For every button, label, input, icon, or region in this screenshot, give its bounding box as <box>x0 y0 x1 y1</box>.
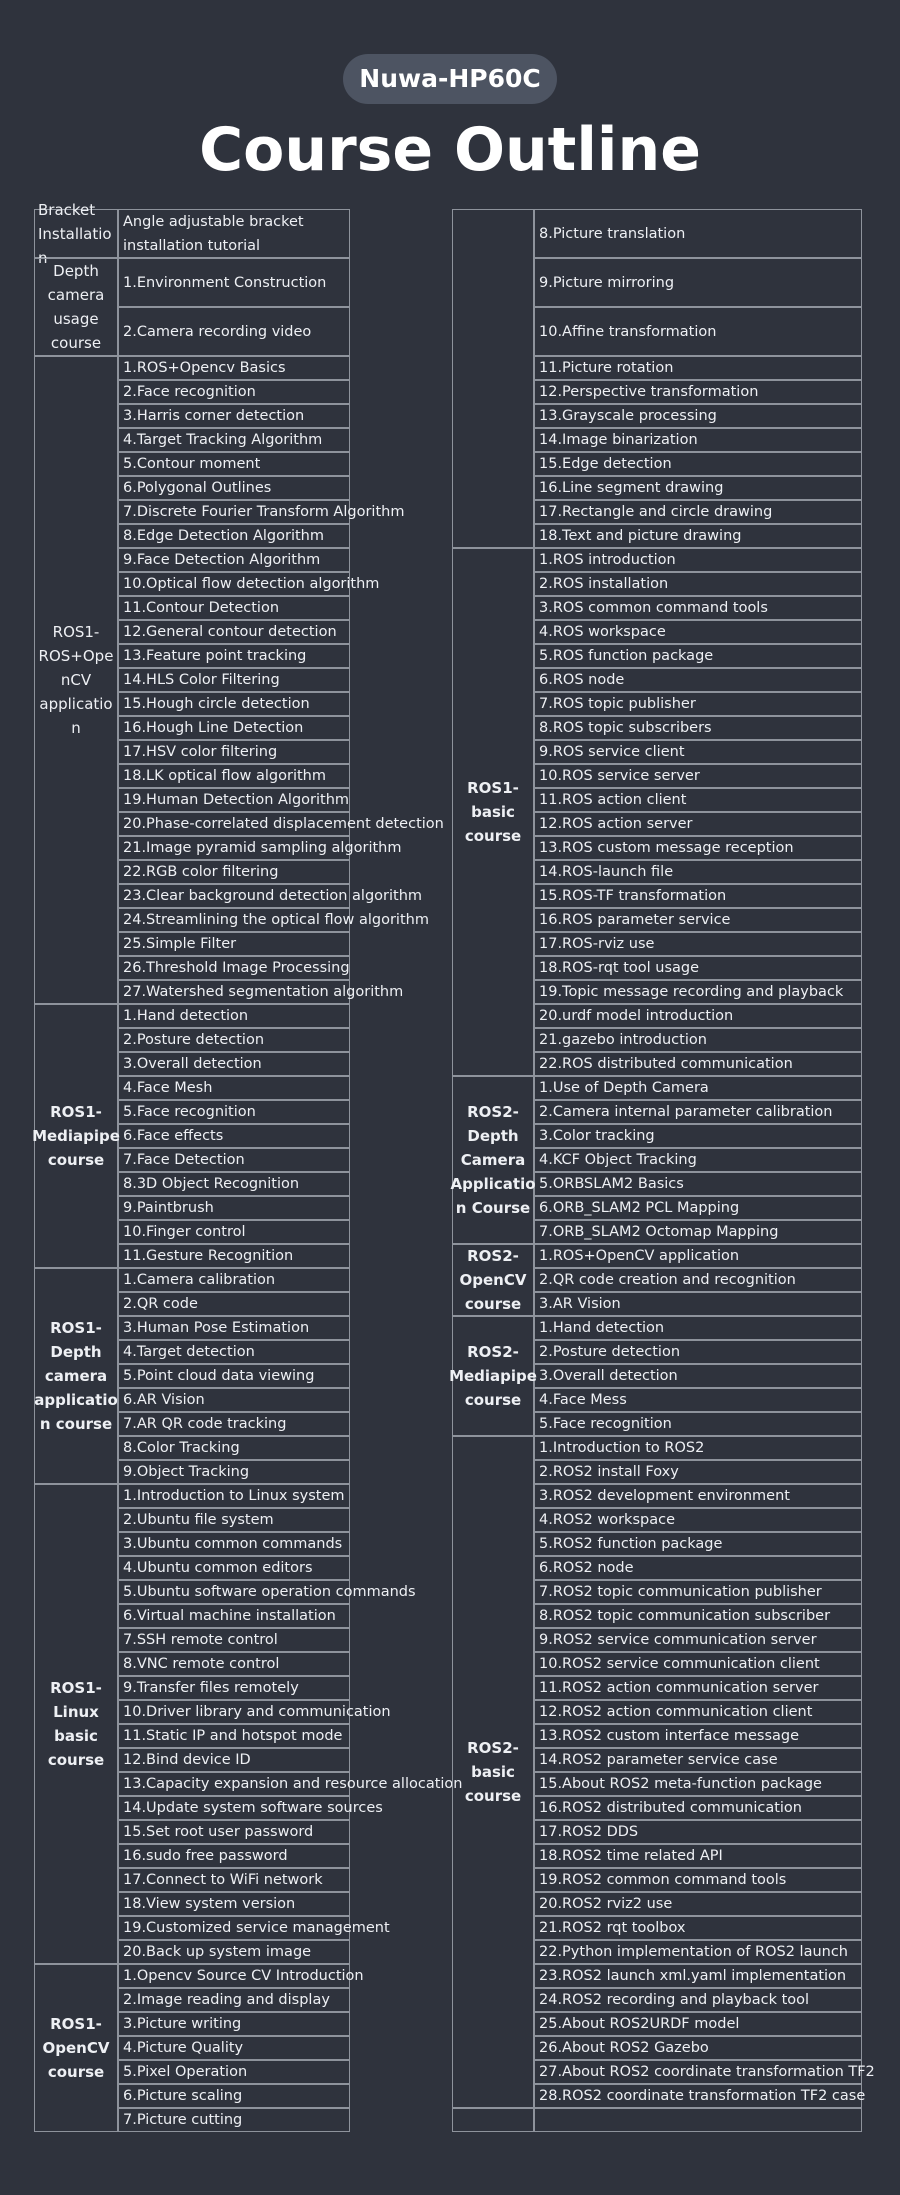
course-item: 2.Ubuntu file system <box>118 1508 350 1532</box>
course-item: 6.ORB_SLAM2 PCL Mapping <box>534 1196 862 1220</box>
course-item: 12.General contour detection <box>118 620 350 644</box>
course-item: 16.sudo free password <box>118 1844 350 1868</box>
course-item: 10.Finger control <box>118 1220 350 1244</box>
course-item: 23.Clear background detection algorithm <box>118 884 350 908</box>
section-label-ros2-basic-course: ROS2-basic course <box>452 1436 534 2108</box>
course-item: 5.Pixel Operation <box>118 2060 350 2084</box>
course-item: 18.ROS2 time related API <box>534 1844 862 1868</box>
course-item: 22.Python implementation of ROS2 launch <box>534 1940 862 1964</box>
course-item: 20.ROS2 rviz2 use <box>534 1892 862 1916</box>
course-item: 21.ROS2 rqt toolbox <box>534 1916 862 1940</box>
course-item: 24.ROS2 recording and playback tool <box>534 1988 862 2012</box>
empty-cell <box>452 2108 534 2132</box>
course-item: 9.Face Detection Algorithm <box>118 548 350 572</box>
course-item: 16.ROS2 distributed communication <box>534 1796 862 1820</box>
course-outline-table <box>32 200 875 2157</box>
course-item: 5.Contour moment <box>118 452 350 476</box>
course-item: 7.Picture cutting <box>118 2108 350 2132</box>
course-item: 21.Image pyramid sampling algorithm <box>118 836 350 860</box>
course-item: 1.ROS introduction <box>534 548 862 572</box>
course-item: 11.ROS action client <box>534 788 862 812</box>
course-item: 2.Image reading and display <box>118 1988 350 2012</box>
course-item: 9.ROS2 service communication server <box>534 1628 862 1652</box>
course-item: 5.Face recognition <box>534 1412 862 1436</box>
course-item: 19.Topic message recording and playback <box>534 980 862 1004</box>
course-item: 2.Camera recording video <box>118 307 350 356</box>
course-item: 15.Set root user password <box>118 1820 350 1844</box>
course-item: 14.Update system software sources <box>118 1796 350 1820</box>
course-item: 17.ROS-rviz use <box>534 932 862 956</box>
course-item: 5.Ubuntu software operation commands <box>118 1580 350 1604</box>
course-item: 4.Target Tracking Algorithm <box>118 428 350 452</box>
course-item: 11.ROS2 action communication server <box>534 1676 862 1700</box>
section-label-ros2-opencv-course: ROS2-OpenCV course <box>452 1244 534 1316</box>
course-item: 19.Customized service management <box>118 1916 350 1940</box>
course-item: 11.Contour Detection <box>118 596 350 620</box>
course-item: 10.ROS service server <box>534 764 862 788</box>
course-item: 10.Driver library and communication <box>118 1700 350 1724</box>
course-item: 17.HSV color filtering <box>118 740 350 764</box>
course-item: 6.AR Vision <box>118 1388 350 1412</box>
course-item: 2.Camera internal parameter calibration <box>534 1100 862 1124</box>
course-item: 7.ROS topic publisher <box>534 692 862 716</box>
course-item: 2.ROS2 install Foxy <box>534 1460 862 1484</box>
course-item: 2.Posture detection <box>118 1028 350 1052</box>
course-item: 23.ROS2 launch xml.yaml implementation <box>534 1964 862 1988</box>
course-item: 25.Simple Filter <box>118 932 350 956</box>
course-item: 2.ROS installation <box>534 572 862 596</box>
course-item: 6.Picture scaling <box>118 2084 350 2108</box>
course-item: 13.Capacity expansion and resource allocation <box>118 1772 350 1796</box>
product-badge: Nuwa-HP60C <box>343 54 557 104</box>
course-item: 6.ROS2 node <box>534 1556 862 1580</box>
course-item: 7.Face Detection <box>118 1148 350 1172</box>
course-item: 17.Connect to WiFi network <box>118 1868 350 1892</box>
course-item: 13.ROS custom message reception <box>534 836 862 860</box>
course-item: 26.Threshold Image Processing <box>118 956 350 980</box>
course-item: 5.ROS2 function package <box>534 1532 862 1556</box>
course-item: 14.HLS Color Filtering <box>118 668 350 692</box>
empty-cell <box>534 2108 862 2132</box>
course-item: 13.Grayscale processing <box>534 404 862 428</box>
course-item: 7.Discrete Fourier Transform Algorithm <box>118 500 350 524</box>
course-item: 18.LK optical flow algorithm <box>118 764 350 788</box>
course-item: 3.ROS common command tools <box>534 596 862 620</box>
section-label-ros1-ros-ope-ncv-applicatio-n: ROS1-ROS+Ope nCV applicatio n <box>34 356 118 1004</box>
course-item: 18.ROS-rqt tool usage <box>534 956 862 980</box>
course-item: 5.Point cloud data viewing <box>118 1364 350 1388</box>
section-label-bracket-installatio-n: Bracket Installatio n <box>34 209 118 258</box>
course-item: 3.Overall detection <box>118 1052 350 1076</box>
course-item: 8.VNC remote control <box>118 1652 350 1676</box>
course-item: 6.ROS node <box>534 668 862 692</box>
course-item: 18.Text and picture drawing <box>534 524 862 548</box>
course-item: 4.Picture Quality <box>118 2036 350 2060</box>
course-item: 11.Static IP and hotspot mode <box>118 1724 350 1748</box>
course-item: 15.ROS-TF transformation <box>534 884 862 908</box>
course-item: 2.Posture detection <box>534 1340 862 1364</box>
course-item: 4.ROS2 workspace <box>534 1508 862 1532</box>
course-item: 24.Streamlining the optical flow algorithm <box>118 908 350 932</box>
course-item: 9.ROS service client <box>534 740 862 764</box>
course-item: 8.ROS2 topic communication subscriber <box>534 1604 862 1628</box>
course-item: 5.ROS function package <box>534 644 862 668</box>
course-item: 9.Paintbrush <box>118 1196 350 1220</box>
course-item: 22.ROS distributed communication <box>534 1052 862 1076</box>
course-item: 13.ROS2 custom interface message <box>534 1724 862 1748</box>
course-item: Angle adjustable bracket installation tutorial <box>118 209 350 258</box>
course-item: 1.ROS+Opencv Basics <box>118 356 350 380</box>
section-label-ros2-mediapipe-course: ROS2-Mediapipe course <box>452 1316 534 1436</box>
course-item: 1.Opencv Source CV Introduction <box>118 1964 350 1988</box>
course-item: 3.Overall detection <box>534 1364 862 1388</box>
course-item: 1.Hand detection <box>118 1004 350 1028</box>
course-item: 3.Harris corner detection <box>118 404 350 428</box>
course-item: 9.Picture mirroring <box>534 258 862 307</box>
course-item: 1.Introduction to Linux system <box>118 1484 350 1508</box>
course-item: 5.ORBSLAM2 Basics <box>534 1172 862 1196</box>
course-item: 27.About ROS2 coordinate transformation TF2 <box>534 2060 862 2084</box>
course-item: 17.ROS2 DDS <box>534 1820 862 1844</box>
course-item: 16.Hough Line Detection <box>118 716 350 740</box>
section-label-ros1-depth-camera-applicatio-n-course: ROS1-Depth camera applicatio n course <box>34 1268 118 1484</box>
course-item: 16.ROS parameter service <box>534 908 862 932</box>
course-item: 4.ROS workspace <box>534 620 862 644</box>
course-item: 1.ROS+OpenCV application <box>534 1244 862 1268</box>
course-item: 21.gazebo introduction <box>534 1028 862 1052</box>
course-item: 4.Ubuntu common editors <box>118 1556 350 1580</box>
course-item: 1.Camera calibration <box>118 1268 350 1292</box>
course-item: 1.Environment Construction <box>118 258 350 307</box>
course-item: 11.Gesture Recognition <box>118 1244 350 1268</box>
course-item: 4.Target detection <box>118 1340 350 1364</box>
course-item: 2.QR code creation and recognition <box>534 1268 862 1292</box>
course-item: 7.SSH remote control <box>118 1628 350 1652</box>
section-label-ros1-linux-basic-course: ROS1-Linux basic course <box>34 1484 118 1964</box>
course-item: 12.ROS action server <box>534 812 862 836</box>
course-item: 3.AR Vision <box>534 1292 862 1316</box>
course-item: 2.Face recognition <box>118 380 350 404</box>
course-item: 3.Picture writing <box>118 2012 350 2036</box>
course-item: 12.Bind device ID <box>118 1748 350 1772</box>
course-item: 12.Perspective transformation <box>534 380 862 404</box>
course-item: 4.Face Mess <box>534 1388 862 1412</box>
section-label-ros2-depth-camera-applicatio-n-course: ROS2-Depth Camera Applicatio n Course <box>452 1076 534 1244</box>
course-item: 8.Color Tracking <box>118 1436 350 1460</box>
course-item: 1.Introduction to ROS2 <box>534 1436 862 1460</box>
course-item: 8.Edge Detection Algorithm <box>118 524 350 548</box>
course-item: 18.View system version <box>118 1892 350 1916</box>
course-item: 20.Back up system image <box>118 1940 350 1964</box>
course-item: 28.ROS2 coordinate transformation TF2 case <box>534 2084 862 2108</box>
course-item: 6.Virtual machine installation <box>118 1604 350 1628</box>
course-item: 27.Watershed segmentation algorithm <box>118 980 350 1004</box>
course-item: 13.Feature point tracking <box>118 644 350 668</box>
course-item: 14.Image binarization <box>534 428 862 452</box>
course-item: 1.Use of Depth Camera <box>534 1076 862 1100</box>
course-item: 3.Ubuntu common commands <box>118 1532 350 1556</box>
course-item: 25.About ROS2URDF model <box>534 2012 862 2036</box>
course-item: 26.About ROS2 Gazebo <box>534 2036 862 2060</box>
section-label-depth-camera-usage-course: Depth camera usage course <box>34 258 118 356</box>
course-item: 4.Face Mesh <box>118 1076 350 1100</box>
course-item: 7.ROS2 topic communication publisher <box>534 1580 862 1604</box>
course-item: 3.ROS2 development environment <box>534 1484 862 1508</box>
page-header <box>0 0 900 208</box>
course-item: 1.Hand detection <box>534 1316 862 1340</box>
course-item: 3.Human Pose Estimation <box>118 1316 350 1340</box>
course-item: 11.Picture rotation <box>534 356 862 380</box>
course-item: 4.KCF Object Tracking <box>534 1148 862 1172</box>
course-item: 7.ORB_SLAM2 Octomap Mapping <box>534 1220 862 1244</box>
section-label-continued <box>452 209 534 548</box>
course-item: 9.Transfer files remotely <box>118 1676 350 1700</box>
course-item: 9.Object Tracking <box>118 1460 350 1484</box>
course-item: 8.3D Object Recognition <box>118 1172 350 1196</box>
course-item: 3.Color tracking <box>534 1124 862 1148</box>
course-item: 10.Optical flow detection algorithm <box>118 572 350 596</box>
course-item: 12.ROS2 action communication client <box>534 1700 862 1724</box>
course-item: 15.About ROS2 meta-function package <box>534 1772 862 1796</box>
section-label-ros1-opencv-course: ROS1-OpenCV course <box>34 1964 118 2132</box>
course-item: 17.Rectangle and circle drawing <box>534 500 862 524</box>
course-item: 22.RGB color filtering <box>118 860 350 884</box>
course-item: 10.Affine transformation <box>534 307 862 356</box>
course-item: 19.ROS2 common command tools <box>534 1868 862 1892</box>
course-item: 14.ROS-launch file <box>534 860 862 884</box>
course-item: 14.ROS2 parameter service case <box>534 1748 862 1772</box>
course-item: 2.QR code <box>118 1292 350 1316</box>
course-item: 10.ROS2 service communication client <box>534 1652 862 1676</box>
course-item: 15.Hough circle detection <box>118 692 350 716</box>
course-item: 5.Face recognition <box>118 1100 350 1124</box>
course-item: 7.AR QR code tracking <box>118 1412 350 1436</box>
course-item: 6.Face effects <box>118 1124 350 1148</box>
course-item: 15.Edge detection <box>534 452 862 476</box>
course-item: 20.urdf model introduction <box>534 1004 862 1028</box>
page-title: Course Outline <box>199 115 701 185</box>
section-label-ros1-basic-course: ROS1-basic course <box>452 548 534 1076</box>
course-item: 6.Polygonal Outlines <box>118 476 350 500</box>
course-item: 20.Phase-correlated displacement detection <box>118 812 350 836</box>
course-item: 16.Line segment drawing <box>534 476 862 500</box>
course-item: 19.Human Detection Algorithm <box>118 788 350 812</box>
course-item: 8.ROS topic subscribers <box>534 716 862 740</box>
course-item: 8.Picture translation <box>534 209 862 258</box>
section-label-ros1-mediapipe-course: ROS1-Mediapipe course <box>34 1004 118 1268</box>
